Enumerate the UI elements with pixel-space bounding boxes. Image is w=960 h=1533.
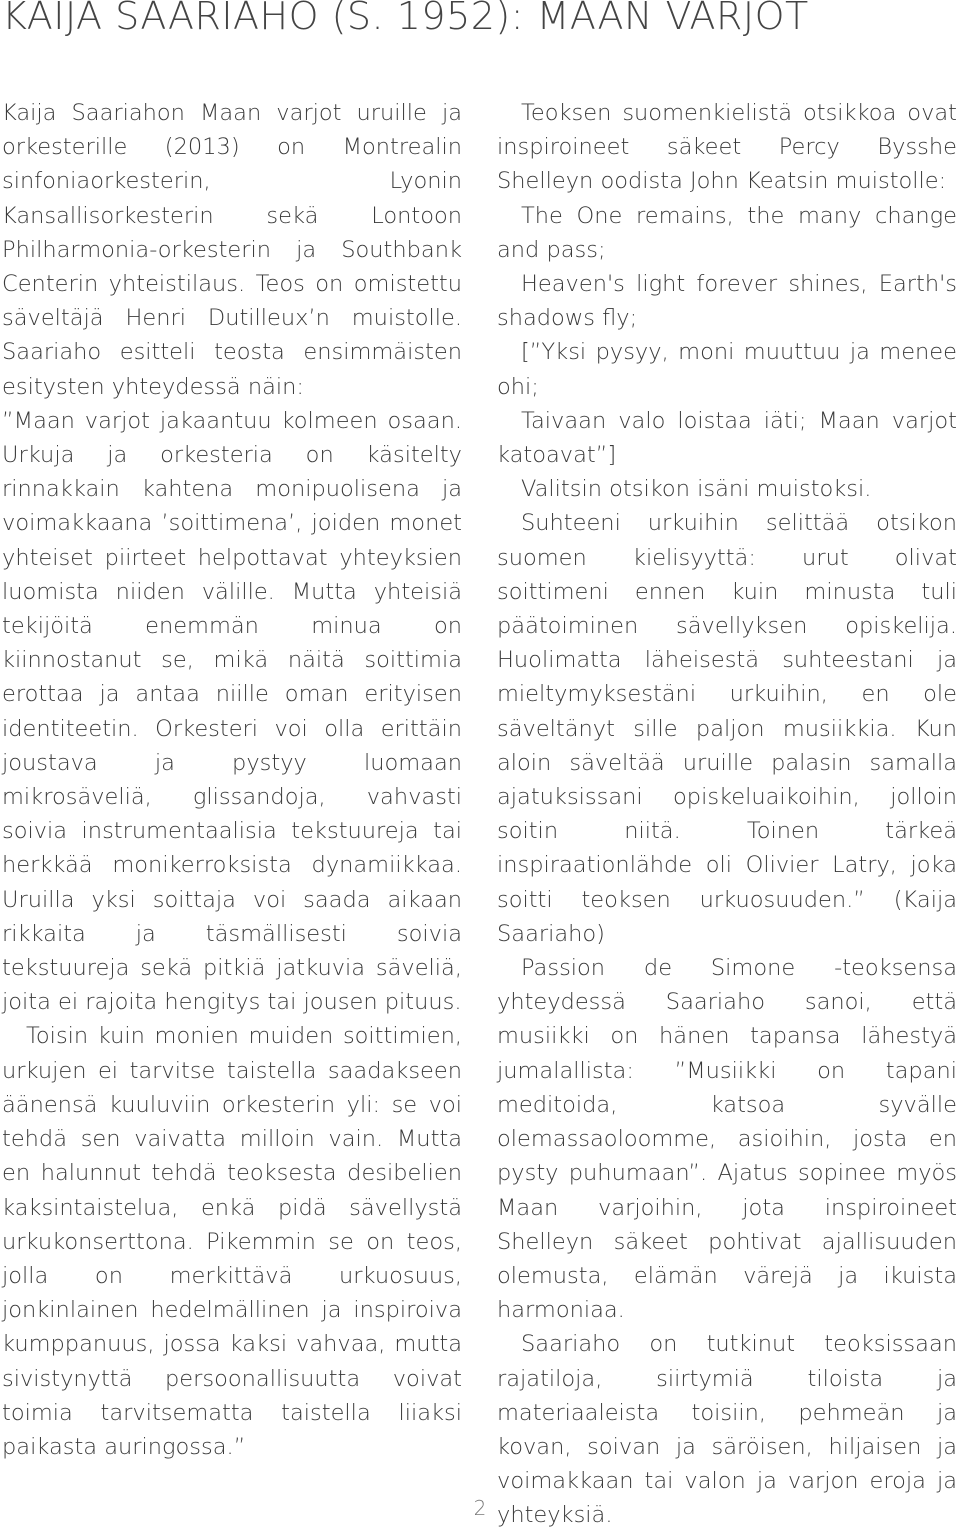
paragraph-quote-part-2: Toisin kuin monien muiden soittimien, urkujen ei tarvitse taistella saadakseen äänensä kuuluviin orkesterin yli: se voi tehdä sen vaivatta milloin vain. Mutta en halunnut tehdä teoksesta desibelien kaksintaistelua, enkä pidä sävellystä urkukonserttona. Pikemmin se on teos, jolla on merkittävä urkuosuus, jonkinlainen hedelmällinen ja inspiroiva kumppanuus, jossa kaksi vahvaa, mutta sivistynyttä persoonallisuutta voivat toimia tarvitsematta taistella liiaksi paikasta auringossa.” — [2, 1023, 462, 1460]
poem-translation-line-1: [”Yksi pysyy, moni muuttuu ja menee ohi; — [497, 339, 957, 400]
paragraph-intro: Kaija Saariahon Maan varjot uruille ja orkesterille (2013) on Montrealin sinfoniaorkesterin, Lyonin Kansallisorkesterin sekä Lontoon Philharmonia-orkesterin ja Southbank Centerin yhteistilaus. Teos on omistettu säveltäjä Henri Dutilleux’n muistolle. Saariaho esitteli teosta ensimmäisten esitysten yhteydessä näin: — [2, 100, 462, 400]
paragraph-organ-relation: Suhteeni urkuihin selittää otsikon suomen kielisyyttä: urut olivat soittimeni ennen kuin minusta tuli päätoiminen sävellyksen opiskelija. Huolimatta läheisestä suhteestani ja mieltymyksestäni urkuihin, en ole säveltänyt sille paljon musiikkia. Kun aloin säveltää uruille palasin samalla ajatuksissani opiskeluaikoihin, jolloin soitin niitä. Toinen tärkeä inspiraationlähde oli Olivier Latry, joka soitti teoksen urkuosuuden.” (Kaija Saariaho) — [497, 510, 957, 947]
paragraph-quote-part-1: ”Maan varjot jakaantuu kolmeen osaan. Urkuja ja orkesteria on käsitelty rinnakkain kahtena monipuolisena ja voimakkaana ’soittimena’, joiden monet yhteiset piirteet helpottavat yhteyksien luomista niiden välille. Mutta yhteisiä tekijöitä enemmän minua on kiinnostanut se, mikä näitä soittimia erottaa ja antaa niille oman erityisen identiteetin. Orkesteri voi olla erittäin joustava ja pystyy luomaan mikrosäveliä, glissandoja, vahvasti soivia instrumentaalisia tekstuureja tai herkkää monikerroksista dynamiikkaa. Uruilla yksi soittaja voi saada aikaan rikkaita ja täsmällisesti soivia tekstuureja sekä pitkiä jatkuvia säveliä, joita ei rajoita hengitys tai jousen pituus. — [2, 407, 462, 1016]
page-number: 2 — [473, 1496, 487, 1520]
paragraph-passion-de-simone: Passion de Simone -teoksensa yhteydessä Saariaho sanoi, että musiikki on hänen tapansa lähestyä jumalallista: ”Musiikki on tapani meditoida, katsoa syvälle olemassaoloomme, asioihin, josta en pysty puhumaan”. Ajatus sopinee myös Maan varjoihin, jota inspiroineet Shelleyn säkeet pohtivat ajallisuuden olemusta, elämän värejä ja ikuista harmoniaa. — [497, 955, 957, 1324]
poem-line-2: Heaven's light forever shines, Earth's shadows fly; — [497, 271, 957, 332]
poem-translation-line-2: Taivaan valo loistaa iäti; Maan varjot katoavat”] — [497, 407, 957, 469]
right-column — [497, 96, 957, 1533]
paragraph-borderlines: Saariaho on tutkinut teoksissaan rajatiloja, siirtymiä tiloista ja materiaaleista toisiin, pehmeän ja kovan, soivan ja säröisen, hiljaisen ja voimakkaan tai valon ja varjon eroja ja yhteyksiä. — [497, 1331, 957, 1529]
paragraph-title-origin: Teoksen suomenkielistä otsikkoa ovat inspiroineet säkeet Percy Bysshe Shelleyn oodista John Keatsin muistolle: — [497, 100, 957, 195]
poem-line-1: The One remains, the many change and pass; — [497, 202, 957, 263]
page-title: KAIJA SAARIAHO (S. 1952): MAAN VARJOT — [2, 0, 809, 38]
paragraph-father-memory: Valitsin otsikon isäni muistoksi. — [521, 476, 872, 503]
left-column — [2, 96, 462, 1464]
